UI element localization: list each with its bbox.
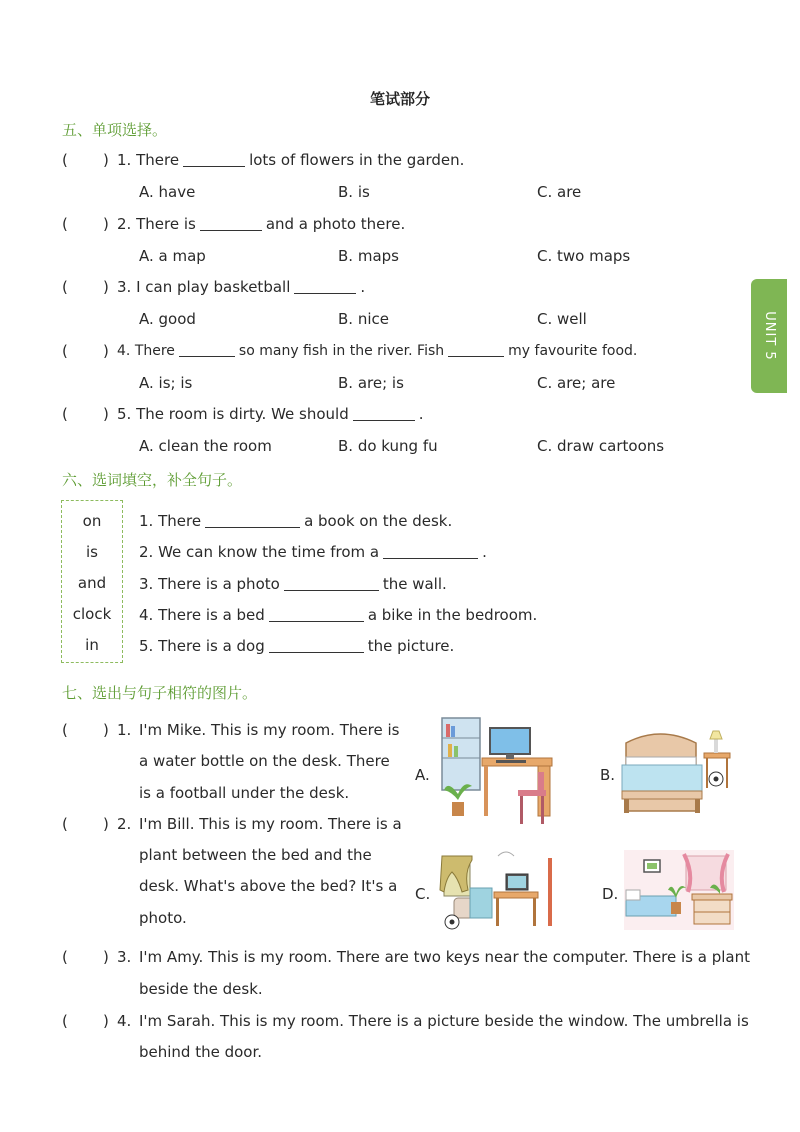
room-picture-a[interactable] — [438, 716, 554, 830]
s7-q1-line: a water bottle on the desk. There — [139, 752, 390, 770]
answer-paren-close: ) — [103, 342, 109, 360]
s5-question-3 — [117, 278, 365, 296]
answer-paren-close: ) — [103, 151, 109, 169]
sentence-number: 4. — [139, 606, 154, 624]
question-text: There — [134, 343, 175, 359]
answer-paren-open: ( — [62, 278, 68, 296]
option-b: B. do kung fu — [338, 437, 438, 455]
room-picture-c[interactable] — [438, 850, 566, 932]
sentence-text: . — [482, 543, 487, 561]
answer-blank[interactable] — [383, 544, 478, 559]
answer-paren-close: ) — [103, 405, 109, 423]
page-title: 笔试部分 — [369, 90, 430, 108]
s7-q3-number: 3. — [117, 948, 132, 966]
s7-q2-line: photo. — [139, 909, 187, 927]
s7-q1-line: I'm Mike. This is my room. There is — [139, 721, 400, 739]
word-bank-item: clock — [72, 605, 112, 623]
option-a: A. clean the room — [139, 437, 272, 455]
answer-paren-open: ( — [62, 815, 68, 833]
sentence-text: a book on the desk. — [304, 512, 453, 530]
answer-paren-open: ( — [62, 151, 68, 169]
option-a: A. have — [139, 183, 196, 201]
s7-q1-line: is a football under the desk. — [139, 784, 350, 802]
answer-paren-open: ( — [62, 342, 68, 360]
option-a: A. a map — [139, 247, 206, 265]
answer-paren-close: ) — [103, 278, 109, 296]
section7-heading: 七、选出与句子相符的图片。 — [62, 684, 258, 702]
question-text: There is — [136, 215, 196, 233]
section6-heading: 六、选词填空，补全句子。 — [62, 471, 243, 489]
sentence-text: the wall. — [382, 575, 447, 593]
s6-sentence-4 — [139, 606, 537, 624]
s7-q3-line: I'm Amy. This is my room. There are two keys near the computer. There is a plant — [139, 948, 750, 966]
answer-paren-close: ) — [103, 721, 109, 739]
word-bank — [61, 500, 123, 663]
s7-q4-line: I'm Sarah. This is my room. There is a picture beside the window. The umbrella is — [139, 1012, 749, 1030]
answer-paren-open: ( — [62, 948, 68, 966]
answer-paren-open: ( — [62, 1012, 68, 1030]
answer-blank[interactable] — [448, 342, 504, 357]
picture-label-c: C. — [415, 885, 431, 903]
question-number: 2. — [117, 215, 132, 233]
answer-blank[interactable] — [269, 607, 364, 622]
room-picture-b[interactable] — [620, 727, 732, 815]
sentence-number: 3. — [139, 575, 154, 593]
s5-question-2 — [117, 215, 405, 233]
question-text: I can play basketball — [136, 278, 291, 296]
answer-blank[interactable] — [200, 216, 262, 231]
option-c: C. are — [537, 183, 582, 201]
answer-paren-open: ( — [62, 215, 68, 233]
word-bank-item: in — [85, 636, 99, 654]
option-c: C. draw cartoons — [537, 437, 665, 455]
sentence-number: 1. — [139, 512, 154, 530]
answer-blank[interactable] — [183, 152, 245, 167]
s7-q2-line: plant between the bed and the — [139, 846, 372, 864]
answer-paren-close: ) — [103, 215, 109, 233]
question-text: so many fish in the river. Fish — [238, 343, 445, 359]
answer-blank[interactable] — [205, 513, 300, 528]
s5-question-5 — [117, 405, 424, 423]
answer-paren-open: ( — [62, 405, 68, 423]
sentence-text: There — [158, 512, 202, 530]
s7-q4-line: behind the door. — [139, 1043, 263, 1061]
word-bank-item: is — [86, 543, 98, 561]
question-text: lots of flowers in the garden. — [249, 151, 465, 169]
picture-label-a: A. — [415, 766, 430, 784]
sentence-text: the picture. — [367, 637, 455, 655]
option-c: C. two maps — [537, 247, 631, 265]
question-text: and a photo there. — [265, 215, 406, 233]
question-text: The room is dirty. We should — [136, 405, 349, 423]
unit-tab-label: UNIT 5 — [762, 311, 777, 361]
answer-blank[interactable] — [284, 576, 379, 591]
s7-q2-number: 2. — [117, 815, 132, 833]
question-number: 5. — [117, 405, 132, 423]
word-bank-item: on — [82, 512, 102, 530]
sentence-text: There is a bed — [158, 606, 265, 624]
option-b: B. are; is — [338, 374, 404, 392]
answer-paren-close: ) — [103, 1012, 109, 1030]
option-b: B. nice — [338, 310, 389, 328]
section5-heading: 五、单项选择。 — [62, 121, 168, 139]
s7-q2-line: I'm Bill. This is my room. There is a — [139, 815, 402, 833]
question-text: . — [360, 278, 366, 296]
question-number: 4. — [117, 343, 131, 359]
sentence-text: There is a dog — [158, 637, 265, 655]
s7-q2-line: desk. What's above the bed? It's a — [139, 877, 398, 895]
option-b: B. is — [338, 183, 370, 201]
answer-blank[interactable] — [294, 279, 356, 294]
s7-q4-number: 4. — [117, 1012, 132, 1030]
sentence-number: 2. — [139, 543, 154, 561]
question-text: There — [136, 151, 180, 169]
sentence-number: 5. — [139, 637, 154, 655]
answer-paren-close: ) — [103, 948, 109, 966]
unit-tab — [751, 279, 787, 393]
answer-blank[interactable] — [179, 342, 235, 357]
picture-label-d: D. — [602, 885, 619, 903]
s6-sentence-5 — [139, 637, 454, 655]
answer-paren-close: ) — [103, 815, 109, 833]
word-bank-item: and — [77, 574, 107, 592]
sentence-text: a bike in the bedroom. — [367, 606, 538, 624]
s5-question-4 — [117, 342, 637, 359]
answer-paren-open: ( — [62, 721, 68, 739]
question-text: . — [418, 405, 424, 423]
option-c: C. are; are — [537, 374, 616, 392]
answer-blank[interactable] — [353, 406, 415, 421]
option-a: A. is; is — [139, 374, 193, 392]
s6-sentence-3 — [139, 575, 447, 593]
s5-question-1 — [117, 151, 464, 169]
question-number: 3. — [117, 278, 132, 296]
s7-q1-number: 1. — [117, 721, 132, 739]
option-b: B. maps — [338, 247, 399, 265]
sentence-text: There is a photo — [158, 575, 280, 593]
option-c: C. well — [537, 310, 587, 328]
room-picture-d[interactable] — [624, 850, 734, 930]
question-number: 1. — [117, 151, 132, 169]
answer-blank[interactable] — [269, 638, 364, 653]
sentence-text: We can know the time from a — [158, 543, 380, 561]
option-a: A. good — [139, 310, 196, 328]
s6-sentence-1 — [139, 512, 452, 530]
s7-q3-line: beside the desk. — [139, 980, 263, 998]
question-text: my favourite food. — [508, 343, 638, 359]
picture-label-b: B. — [600, 766, 616, 784]
s6-sentence-2 — [139, 543, 487, 561]
